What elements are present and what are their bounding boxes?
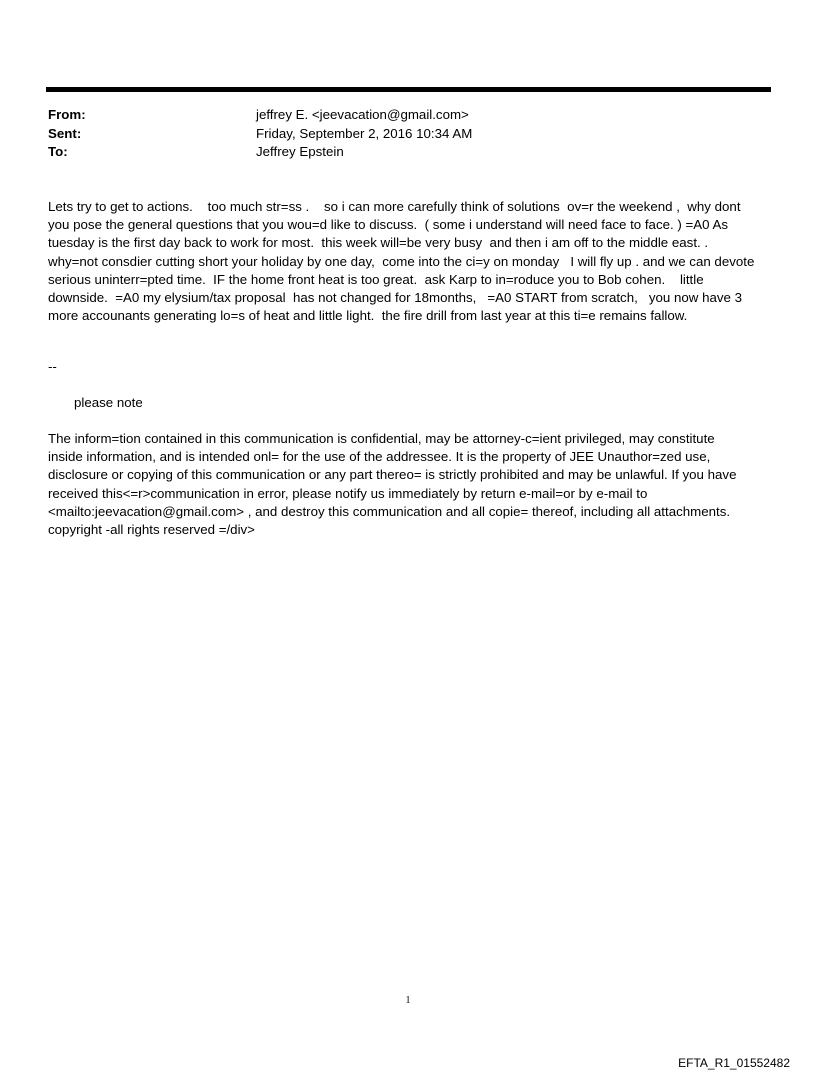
from-value: jeffrey E. <jeevacation@gmail.com>	[256, 107, 469, 122]
to-label: To:	[48, 144, 68, 159]
from-label: From:	[48, 107, 86, 122]
to-value: Jeffrey Epstein	[256, 144, 344, 159]
sent-value: Friday, September 2, 2016 10:34 AM	[256, 125, 473, 141]
document-id: EFTA_R1_01552482	[678, 1056, 790, 1070]
sent-row	[48, 125, 768, 144]
from-row	[48, 106, 768, 125]
header-divider	[46, 87, 771, 92]
to-row	[48, 143, 768, 162]
email-body: Lets try to get to actions. too much str=ss . so i can more carefully think of solutions ov=r the weekend , why dont you pose the general questions that you wou=d like to discuss. ( some i understand will need face to face. ) =A0 As tuesday is the first day back to work for most. this week will=be very busy and then i am off to the middle east. . why=not consdier cutting short your holiday by one day, come into the ci=y on monday I will fly up . and we can devote serious uninterr=pted time. IF the home front heat is too great. ask Karp to in=roduce you to Bob cohen. little downside. =A0 my elysium/tax proposal has not changed for 18months, =A0 START from scratch, you now have 3 more accounants generating lo=s of heat and little light. the fire drill from last year at this ti=e remains fallow.	[48, 199, 755, 324]
email-header	[48, 106, 768, 162]
sent-label: Sent:	[48, 125, 82, 141]
page-number: 1	[405, 995, 411, 1006]
signature-separator: --	[48, 359, 57, 374]
confidentiality-disclaimer: The inform=tion contained in this communication is confidential, may be attorney-c=ient privileged, may constitute inside information, and is intended onl= for the use of the addressee. It is the property of JEE Unauthor=zed use, disclosure or copying of this communication or any part thereo= is strictly prohibited and may be unlawful. If you have received this<=r>communication in error, please notify us immediately by return e-mail=or by e-mail to <mailto:jeevacation@gmail.com> , and destroy this communication and all copie= thereof, including all attachments. copyright -all rights reserved =/div>	[48, 431, 737, 538]
signature-note: please note	[74, 395, 143, 410]
